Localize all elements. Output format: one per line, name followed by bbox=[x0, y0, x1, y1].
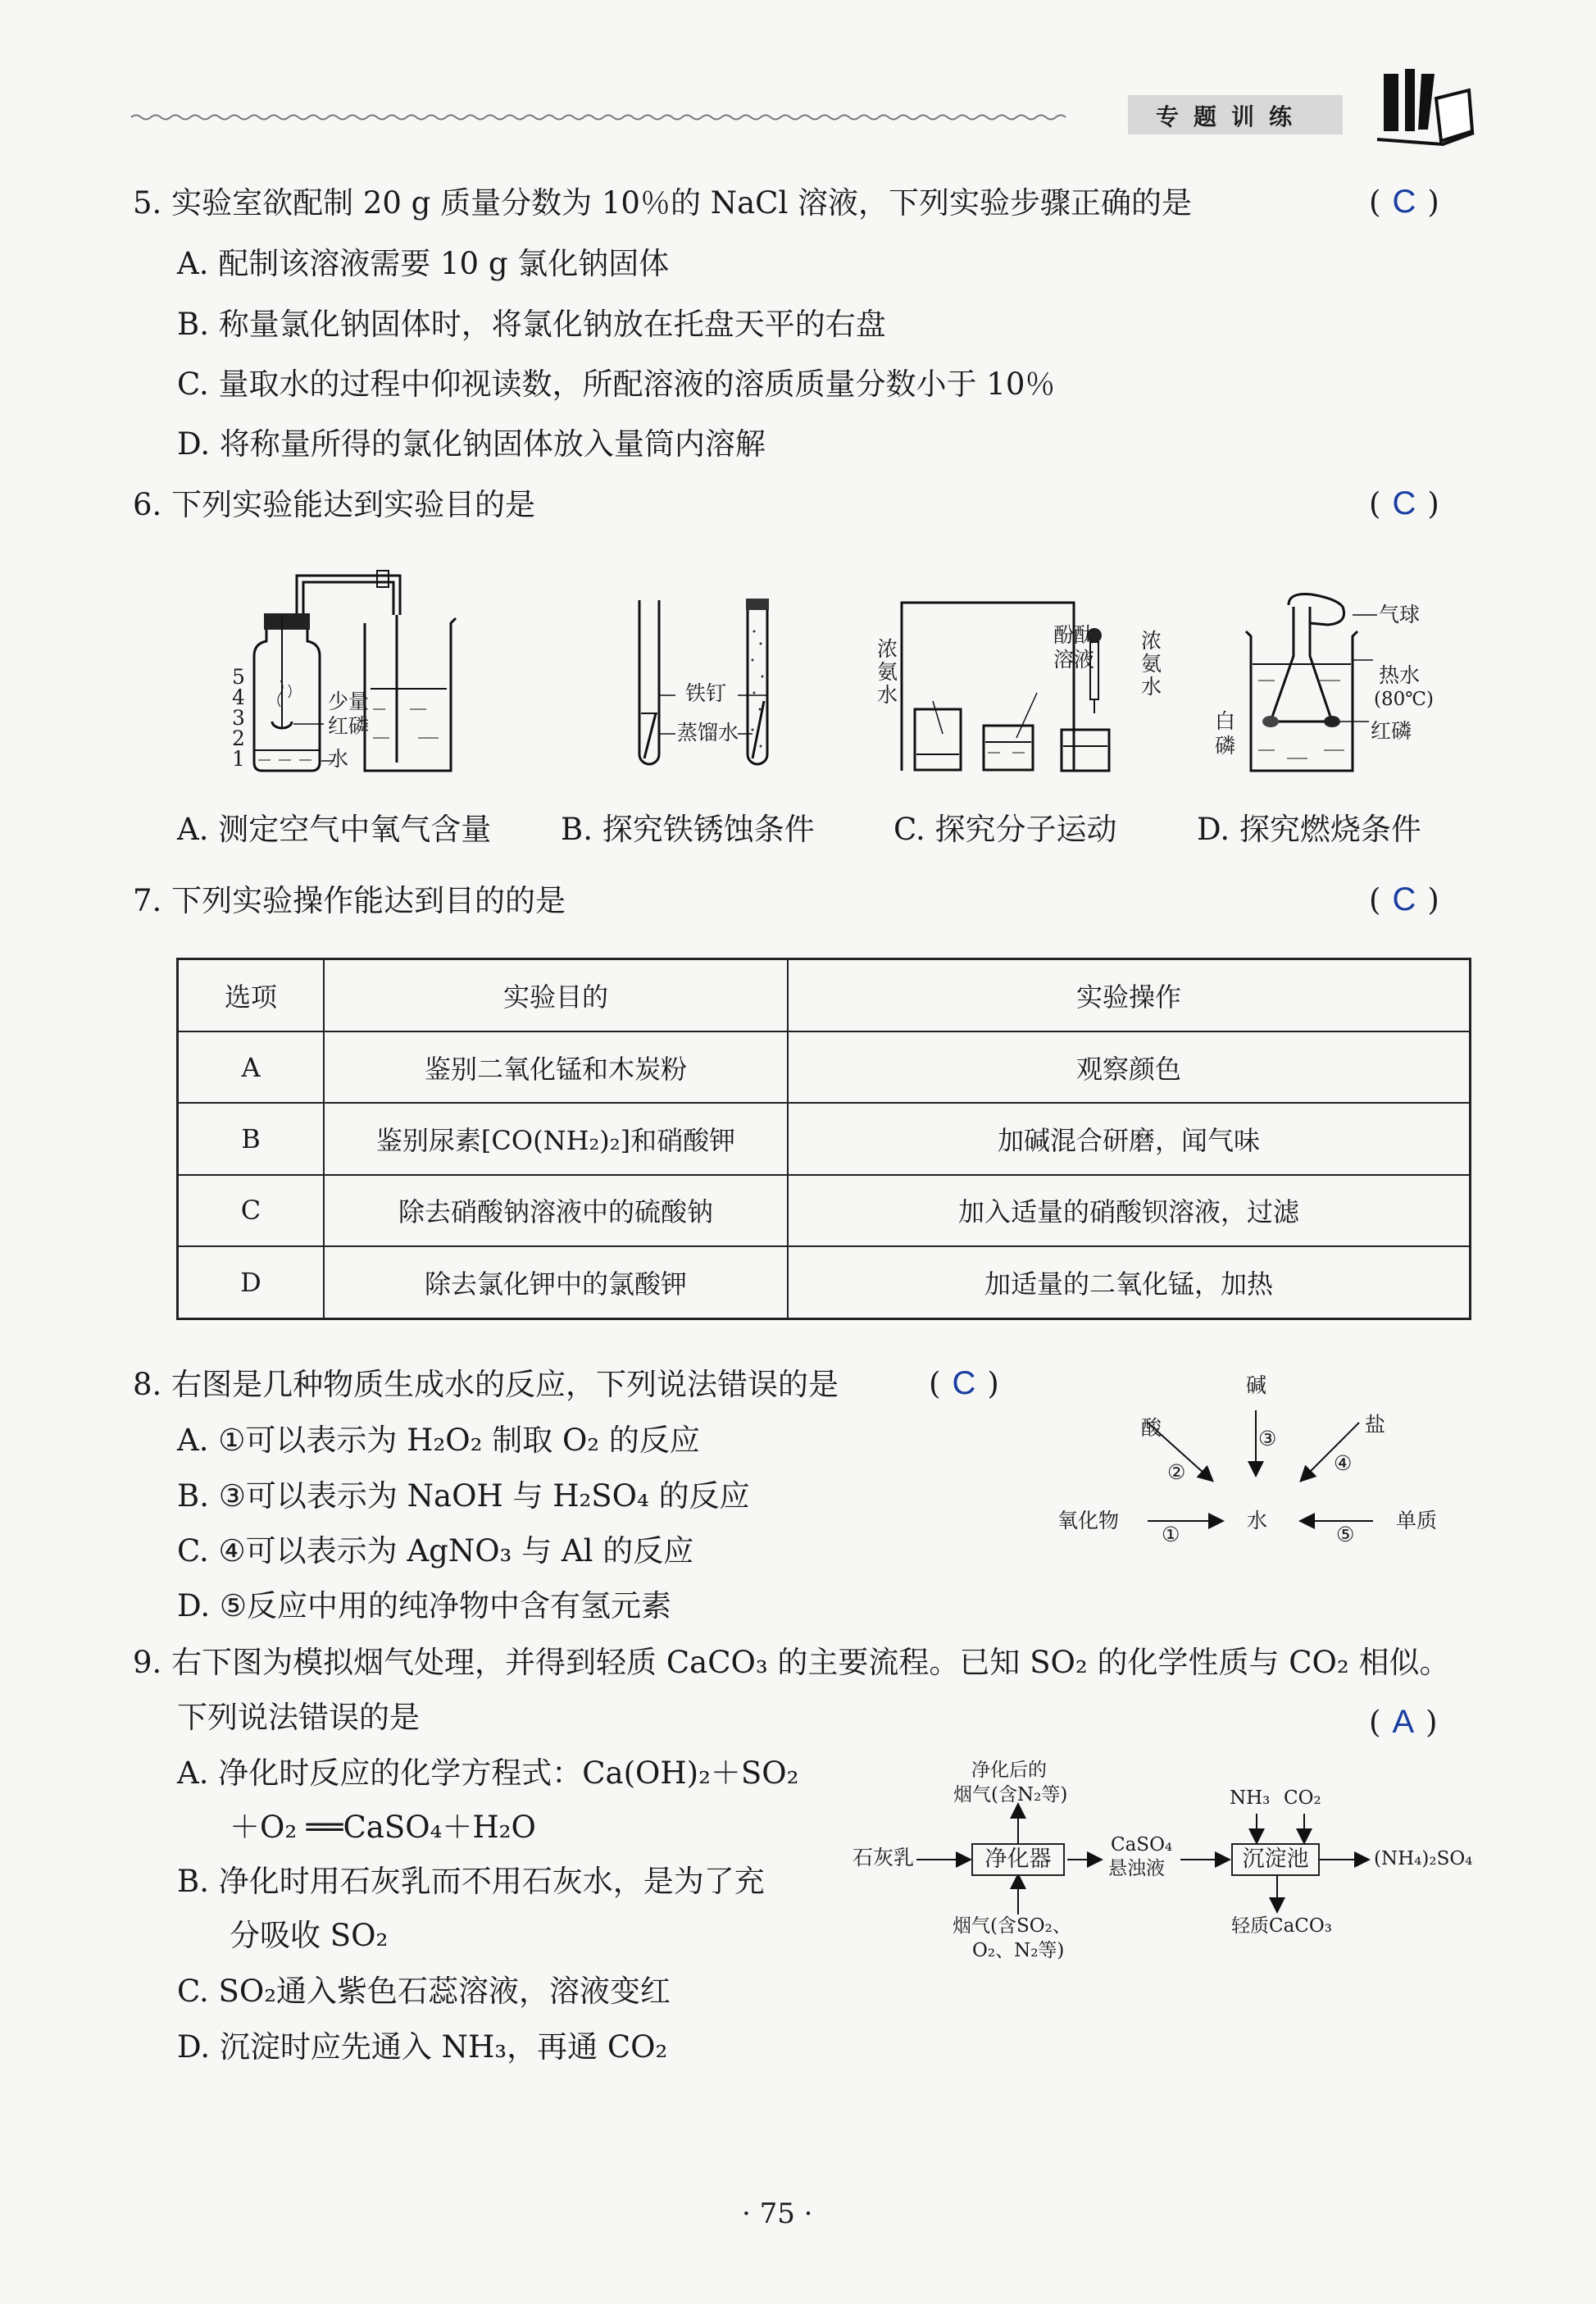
fig-a-scale-5: 5 bbox=[232, 665, 245, 689]
table-cell: B bbox=[178, 1103, 325, 1174]
q8-stem: 8. 右图是几种物质生成水的反应，下列说法错误的是 bbox=[133, 1367, 839, 1402]
table-cell: C bbox=[178, 1175, 325, 1246]
q8-answer: ( C ) bbox=[929, 1365, 999, 1401]
q7-stem: 7. 下列实验操作能达到目的的是 bbox=[133, 883, 566, 918]
fig-c-phenol-1: 酚酞 bbox=[1053, 623, 1095, 647]
q8-diagram-water: 水 bbox=[1247, 1509, 1268, 1532]
table-cell: A bbox=[178, 1031, 325, 1103]
fig-a-label-water: 水 bbox=[328, 747, 349, 771]
q7-table bbox=[176, 958, 1471, 1320]
q8-diagram-num-3: ③ bbox=[1258, 1427, 1277, 1450]
table-row bbox=[178, 1031, 1471, 1103]
q9-flow-light-caco3: 轻质CaCO₃ bbox=[1231, 1915, 1332, 1937]
page-number: · 75 · bbox=[742, 2197, 813, 2230]
fig-a-scale-3: 3 bbox=[232, 706, 245, 730]
q9-flow-lime-milk: 石灰乳 bbox=[853, 1846, 915, 1869]
q9-stem-line2: 下列说法错误的是 bbox=[177, 1700, 420, 1735]
fig-c-ammonia-right-3: 水 bbox=[1141, 675, 1162, 699]
section-title: 专题训练 bbox=[1156, 103, 1307, 130]
q9-flow-flue-gas-1: 烟气(含SO₂、 bbox=[953, 1915, 1071, 1937]
q9-flow-suspension: 悬浊液 bbox=[1108, 1858, 1165, 1879]
q7-answer-letter: C bbox=[1392, 881, 1416, 918]
q8-diagram-num-4: ④ bbox=[1334, 1451, 1353, 1475]
q8-option-c: C. ④可以表示为 AgNO₃ 与 Al 的反应 bbox=[177, 1533, 694, 1569]
table-header: 实验操作 bbox=[788, 959, 1471, 1031]
figure-c-molecular-motion bbox=[893, 594, 1139, 791]
table-cell: 鉴别二氧化锰和木炭粉 bbox=[324, 1031, 788, 1103]
q8-diagram-salt: 盐 bbox=[1365, 1413, 1386, 1437]
q6-stem: 6. 下列实验能达到实验目的是 bbox=[133, 487, 536, 522]
q8-option-b: B. ③可以表示为 NaOH 与 H₂SO₄ 的反应 bbox=[177, 1478, 750, 1514]
fig-d-label-white-p bbox=[1215, 709, 1235, 758]
fig-a-scale-1: 1 bbox=[232, 747, 245, 771]
q8-diagram-oxide: 氧化物 bbox=[1057, 1509, 1120, 1532]
table-header: 选项 bbox=[178, 959, 325, 1031]
q9-stem-line1: 9. 右下图为模拟烟气处理，并得到轻质 CaCO₃ 的主要流程。已知 SO₂ 的化学性质与 CO₂ 相似。 bbox=[133, 1645, 1450, 1680]
q9-option-b-line1: B. 净化时用石灰乳而不用石灰水，是为了充 bbox=[177, 1864, 765, 1899]
table-cell: 加碱混合研磨，闻气味 bbox=[788, 1103, 1471, 1174]
table-row bbox=[178, 1175, 1471, 1246]
q9-flow-flue-gas-2: O₂、N₂等) bbox=[972, 1940, 1065, 1961]
table-row bbox=[178, 1103, 1471, 1174]
header-wavy-rule bbox=[0, 111, 1596, 127]
fig-c-ammonia-right-1: 浓 bbox=[1141, 629, 1162, 653]
q9-purifier-box: 净化器 bbox=[971, 1843, 1065, 1876]
table-cell: 加适量的二氧化锰，加热 bbox=[788, 1246, 1471, 1318]
fig-a-label-red-p: 红磷 bbox=[328, 714, 370, 738]
fig-d-label-balloon: 气球 bbox=[1379, 603, 1421, 626]
fig-a-label-small: 少量 bbox=[328, 690, 370, 713]
book-logo-icon bbox=[1377, 66, 1476, 156]
fig-a-scale-2: 2 bbox=[232, 726, 245, 750]
q9-settling-box: 沉淀池 bbox=[1231, 1843, 1320, 1876]
q8-option-d: D. ⑤反应中用的纯净物中含有氢元素 bbox=[177, 1588, 672, 1623]
fig-d-label-red-p: 红磷 bbox=[1371, 719, 1412, 743]
table-cell: 除去氯化钾中的氯酸钾 bbox=[324, 1246, 788, 1318]
q5-option-b: B. 称量氯化钠固体时，将氯化钠放在托盘天平的右盘 bbox=[177, 307, 886, 342]
q8-diagram-element: 单质 bbox=[1396, 1509, 1438, 1532]
q5-answer: ( C ) bbox=[1369, 184, 1439, 220]
q9-flow-nh3: NH₃ bbox=[1230, 1787, 1271, 1809]
q9-flow-ammonium-sulfate: (NH₄)₂SO₄ bbox=[1374, 1848, 1473, 1869]
fig-c-ammonia-right-2: 氨 bbox=[1141, 652, 1162, 676]
q6-option-a: A. 测定空气中氧气含量 bbox=[177, 812, 492, 847]
fig-c-label-ammonia-left bbox=[877, 638, 898, 707]
q5-answer-letter: C bbox=[1392, 184, 1416, 220]
q7-answer: ( C ) bbox=[1369, 881, 1439, 918]
q8-diagram-base: 碱 bbox=[1246, 1373, 1267, 1397]
table-header-row bbox=[178, 959, 1471, 1031]
table-cell: 除去硝酸钠溶液中的硫酸钠 bbox=[324, 1175, 788, 1246]
fig-c-label-ammonia-right bbox=[1141, 630, 1162, 699]
table-cell: D bbox=[178, 1246, 325, 1318]
q9-option-a-line2: ＋O₂ ══CaSO₄＋H₂O bbox=[230, 1810, 536, 1845]
fig-b-label-distilled-water: 蒸馏水 bbox=[677, 721, 739, 744]
q9-option-c: C. SO₂通入紫色石蕊溶液，溶液变红 bbox=[177, 1974, 671, 2009]
q6-option-d: D. 探究燃烧条件 bbox=[1197, 812, 1421, 847]
q9-flow-clean-gas-1: 净化后的 bbox=[971, 1760, 1047, 1781]
fig-c-ammonia-left-2: 氨 bbox=[877, 660, 898, 684]
q9-flow-co2: CO₂ bbox=[1284, 1787, 1321, 1809]
q8-diagram-acid: 酸 bbox=[1141, 1416, 1162, 1440]
q9-option-b-line2: 分吸收 SO₂ bbox=[230, 1918, 389, 1953]
table-cell: 鉴别尿素[CO(NH₂)₂]和硝酸钾 bbox=[324, 1103, 788, 1174]
q9-answer-letter: A bbox=[1392, 1704, 1415, 1740]
figure-a-oxygen-apparatus bbox=[221, 566, 516, 779]
fig-c-ammonia-left-1: 浓 bbox=[877, 637, 898, 661]
table-cell: 观察颜色 bbox=[788, 1031, 1471, 1103]
fig-b-label-nail: 铁钉 bbox=[685, 681, 727, 705]
q5-stem: 5. 实验室欲配制 20 g 质量分数为 10％的 NaCl 溶液，下列实验步骤正确的是 bbox=[133, 185, 1193, 221]
table-row bbox=[178, 1246, 1471, 1318]
fig-d-label-hot-water: 热水 bbox=[1379, 663, 1421, 687]
q6-answer: ( C ) bbox=[1369, 485, 1439, 521]
q8-diagram-num-2: ② bbox=[1167, 1460, 1186, 1484]
table-cell: 加入适量的硝酸钡溶液，过滤 bbox=[788, 1175, 1471, 1246]
fig-d-white-p-1: 白 bbox=[1215, 709, 1236, 733]
q9-flow-clean-gas-2: 烟气(含N₂等) bbox=[953, 1784, 1068, 1805]
fig-c-label-phenolphthalein bbox=[1053, 623, 1094, 672]
fig-a-scale-4: 4 bbox=[232, 685, 245, 709]
fig-d-label-temp: (80℃) bbox=[1374, 689, 1434, 710]
q8-answer-letter: C bbox=[952, 1365, 976, 1401]
q9-answer: ( A ) bbox=[1369, 1704, 1438, 1740]
q6-answer-letter: C bbox=[1392, 485, 1416, 521]
q6-option-b: B. 探究铁锈蚀条件 bbox=[561, 812, 815, 847]
q9-option-d: D. 沉淀时应先通入 NH₃，再通 CO₂ bbox=[177, 2029, 668, 2065]
fig-c-ammonia-left-3: 水 bbox=[877, 683, 898, 707]
q6-option-c: C. 探究分子运动 bbox=[893, 812, 1117, 847]
q9-flow-caso4: CaSO₄ bbox=[1111, 1834, 1173, 1855]
q8-diagram-num-5: ⑤ bbox=[1336, 1523, 1355, 1546]
q5-option-a: A. 配制该溶液需要 10 g 氯化钠固体 bbox=[177, 246, 670, 281]
fig-c-phenol-2: 溶液 bbox=[1053, 648, 1095, 672]
q9-option-a-line1: A. 净化时反应的化学方程式：Ca(OH)₂＋SO₂ bbox=[177, 1755, 799, 1791]
q8-diagram-num-1: ① bbox=[1162, 1523, 1180, 1546]
q5-option-d: D. 将称量所得的氯化钠固体放入量筒内溶解 bbox=[177, 426, 766, 462]
q5-option-c: C. 量取水的过程中仰视读数，所配溶液的溶质质量分数小于 10％ bbox=[177, 367, 1056, 402]
fig-d-white-p-2: 磷 bbox=[1215, 734, 1236, 758]
table-header: 实验目的 bbox=[324, 959, 788, 1031]
q8-option-a: A. ①可以表示为 H₂O₂ 制取 O₂ 的反应 bbox=[177, 1423, 700, 1458]
